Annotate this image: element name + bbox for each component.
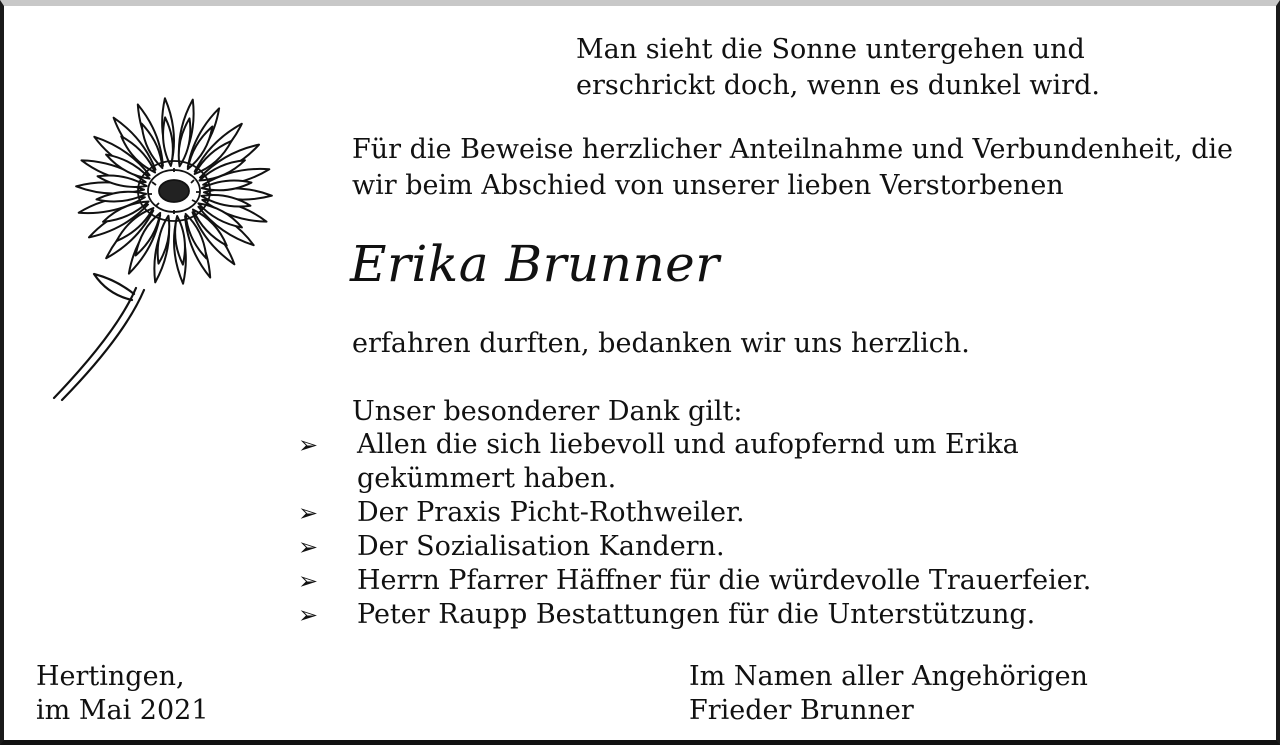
intro-line: Für die Beweise herzlicher Anteilnahme und Verbundenheit, die [352, 134, 1234, 165]
intro-line: wir beim Abschied von unserer lieben Verstorbenen [352, 170, 1064, 201]
deceased-name: Erika Brunner [350, 235, 720, 293]
list-item [298, 564, 1177, 598]
list-item-text: Peter Raupp Bestattungen für die Unterstützung. [357, 599, 1036, 630]
list-item-text: Allen die sich liebevoll und aufopfernd um Erika gekümmert haben. [357, 429, 1019, 494]
arrow-bullet-icon: ➢ [298, 533, 319, 561]
closing-text: erfahren durften, bedanken wir uns herzlich. [352, 328, 970, 359]
signer-name: Frieder Brunner [689, 695, 914, 726]
quote [576, 32, 1100, 104]
arrow-bullet-icon: ➢ [298, 431, 319, 459]
list-item [298, 428, 1177, 496]
arrow-bullet-icon: ➢ [298, 567, 319, 595]
date-line: im Mai 2021 [36, 695, 209, 726]
thanks-heading: Unser besonderer Dank gilt: [352, 396, 743, 427]
list-item-text: Der Praxis Picht-Rothweiler. [357, 497, 745, 528]
signature [689, 660, 1088, 728]
quote-line: Man sieht die Sonne untergehen und [576, 34, 1085, 65]
list-item-text: Herrn Pfarrer Häffner für die würdevolle Trauerfeier. [357, 565, 1092, 596]
intro-text [352, 132, 1233, 204]
list-item [298, 598, 1177, 632]
list-item [298, 530, 1177, 564]
signature-line: Im Namen aller Angehörigen [689, 661, 1088, 692]
gerbera-flower-icon [44, 86, 294, 406]
place-and-date [36, 660, 209, 728]
place-line: Hertingen, [36, 661, 185, 692]
arrow-bullet-icon: ➢ [298, 601, 319, 629]
quote-line: erschrickt doch, wenn es dunkel wird. [576, 70, 1100, 101]
list-item-text: Der Sozialisation Kandern. [357, 531, 725, 562]
list-item [298, 496, 1177, 530]
arrow-bullet-icon: ➢ [298, 499, 319, 527]
thanks-list [298, 428, 1177, 632]
